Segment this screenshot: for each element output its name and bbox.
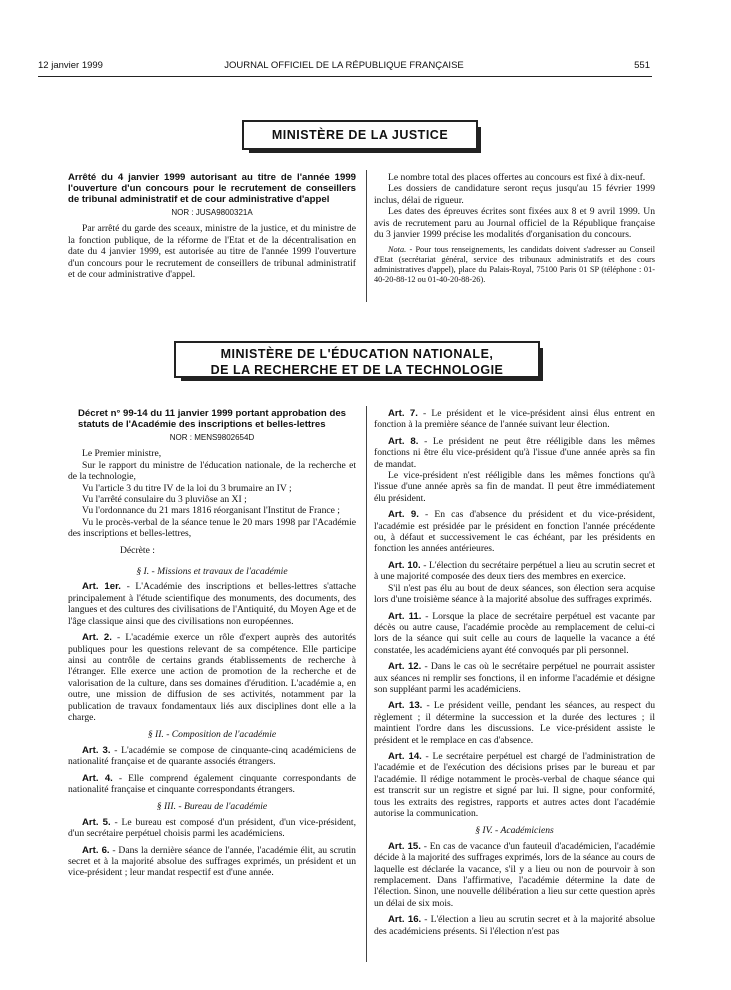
article-8: Art. 8. - Le président ne peut être rééligible dans les mêmes fonctions ni être élu vice-président qu'à l'issue d'une année après sa fin de mandat. xyxy=(374,435,655,470)
intro-line: Le Premier ministre, xyxy=(82,448,162,460)
intro-line: Sur le rapport du ministre de l'éducation nationale, de la recherche et de la technologie, xyxy=(68,459,356,483)
decree-nor: NOR : MENS9802654D xyxy=(169,433,255,442)
ministry-education-heading-line-1: MINISTÈRE DE L'ÉDUCATION NATIONALE, xyxy=(220,347,494,361)
decree-title: Décret n° 99-14 du 11 janvier 1999 portant approbation des statuts de l'Académie des inscriptions et belles-lettres xyxy=(78,408,346,430)
decrete-line: Décrète : xyxy=(120,544,155,556)
section-heading-1: § I. - Missions et travaux de l'académie xyxy=(136,566,288,578)
header-date: 12 janvier 1999 xyxy=(38,60,103,71)
justice-left-column xyxy=(68,172,356,280)
article-15: Art. 15. - En cas de vacance d'un fauteuil d'académicien, l'académie décide à la majorité des suffrages exprimés, lors de la séance au cours de laquelle est déclarée la vacance, s'il y a lieu ou non de pourvoir à son remplacement. Dans l'affirmative, l'académie détermine la date de l'élection. Sinon, une nouvelle délibération a lieu sur cette question après un délai de six mois. xyxy=(374,840,655,909)
header-page-number: 551 xyxy=(634,60,650,71)
article-9: Art. 9. - En cas d'absence du président et du vice-président, l'académie est présidée par le président en fonction l'année précédente ou, à défaut et successivement le cas échéant, par les présidents en fonction les années antérieures. xyxy=(374,509,655,555)
article-12: Art. 12. - Dans le cas où le secrétaire perpétuel ne pourrait assister aux séances ni remplir ses fonctions, il en informe l'académie et désigne son suppléant parmi les académiciens. xyxy=(374,661,655,695)
justice-paragraph-1: Par arrêté du garde des sceaux, ministre de la justice, et du ministre de la fonction publique, de la réforme de l'Etat et de la décentralisation en date du 4 janvier 1999, est autorisée au titre de l'année 1999 l'ouverture d'un concours pour le recrutement de conseillers de tribunal administratif et de cour administrative d'appel. xyxy=(68,223,356,281)
justice-paragraph-2: Le nombre total des places offertes au concours est fixé à dix-neuf. xyxy=(388,172,646,183)
justice-right-column xyxy=(374,172,655,285)
intro-line: Vu l'ordonnance du 21 mars 1816 réorganisant l'Institut de France ; xyxy=(82,505,340,517)
column-divider xyxy=(366,406,367,962)
decree-left-column xyxy=(68,408,356,879)
decree-right-column xyxy=(374,408,655,937)
article-8-paragraph-2: Le vice-président n'est rééligible dans les mêmes fonctions qu'à l'issue d'une année après sa fin de mandat. Il peut être immédiatement élu président. xyxy=(374,470,655,504)
article-4: Art. 4. - Elle comprend également cinquante correspondants de nationalité française et cinquante correspondants étrangers. xyxy=(68,772,356,795)
intro-line: Vu le procès-verbal de la séance tenue le 20 mars 1998 par l'Académie des inscriptions et belles-lettres, xyxy=(68,516,356,540)
article-10: Art. 10. - L'élection du secrétaire perpétuel a lieu au scrutin secret et à une majorité composée des deux tiers des membres en exercice. xyxy=(374,559,655,583)
justice-nor: NOR : JUSA9800321A xyxy=(171,208,253,217)
justice-note: Nota. - Pour tous renseignements, les candidats doivent s'adresser au Conseil d'Etat (secrétariat général, service des tribunaux administratifs et des cours administratives d'appel), place du Palais-Royal, 75100 Paris 01 SP (téléphone : 01-40-20-88-12 ou 01-40-20-88-26). xyxy=(374,245,655,284)
article-6: Art. 6. - Dans la dernière séance de l'année, l'académie élit, au scrutin secret et à la majorité absolue des suffrages exprimés, un président et un vice-président ; leur mandat respectif est d'une année. xyxy=(68,844,356,879)
ministry-education-heading-line-2: DE LA RECHERCHE ET DE LA TECHNOLOGIE xyxy=(210,363,504,377)
ministry-education-box xyxy=(174,341,540,378)
page-header xyxy=(38,60,650,74)
article-1: Art. 1er. - L'Académie des inscriptions et belles-lettres s'attache principalement à l'étude scientifique des monuments, des documents, des langues et des cultures des civilisations de l'Antiquité, du Moyen Age et de l'âge classique ainsi que des civilisations non européennes. xyxy=(68,581,357,627)
article-7: Art. 7. - Le président et le vice-président ainsi élus entrent en fonction à la première séance de l'année suivant leur élection. xyxy=(374,408,655,431)
ministry-justice-box xyxy=(242,120,478,150)
header-rule xyxy=(38,76,652,77)
article-2: Art. 2. - L'académie exerce un rôle d'expert auprès des autorités publiques pour les questions relevant de sa compétence. Elle participe ainsi au contrôle de certains grands établissements de recherche à l'étranger. Elle exerce une action de promotion de la recherche et de valorisation de la culture, dans ses domaines d'érudition. L'académie a, en outre, une mission de diffusion de ses activités, notamment par la publication de travaux fondamentaux liés aux disciplines dont elle a la charge. xyxy=(68,632,356,723)
section-heading-3: § III. - Bureau de l'académie xyxy=(156,801,268,813)
article-3: Art. 3. - L'académie se compose de cinquante-cinq académiciens de nationalité française et de quarante associés étrangers. xyxy=(68,744,356,768)
article-5: Art. 5. - Le bureau est composé d'un président, d'un vice-président, d'un secrétaire perpétuel choisis parmi les académiciens. xyxy=(68,816,356,840)
intro-line: Vu l'arrêté consulaire du 3 pluviôse an XI ; xyxy=(82,494,247,506)
justice-paragraph-4: Les dates des épreuves écrites sont fixées aux 8 et 9 avril 1999. Un avis de recrutement paru au Journal officiel de la République française du 3 janvier 1999 précise les modalités d'organisation du concours. xyxy=(374,206,655,241)
section-heading-2: § II. - Composition de l'académie xyxy=(147,729,277,741)
article-11: Art. 11. - Lorsque la place de secrétaire perpétuel est vacante par décès ou autre cause, l'académie procède au remplacement de celui-ci lors de la séance qui suit celle au cours de laquelle la vacance a été constatée, les académiciens ayant été convoqués par pli personnel. xyxy=(374,610,656,656)
section-heading-4: § IV. - Académiciens xyxy=(475,825,554,837)
article-16: Art. 16. - L'élection a lieu au scrutin secret et à la majorité absolue des académiciens présents. Si l'élection n'est pas xyxy=(374,914,655,937)
article-10-paragraph-2: S'il n'est pas élu au bout de deux séances, son élection sera acquise lors d'une troisième séance à la majorité absolue des suffrages exprimés. xyxy=(374,582,655,606)
justice-arrete-title: Arrêté du 4 janvier 1999 autorisant au titre de l'année 1999 l'ouverture d'un concours pour le recrutement de conseillers de tribunal administratif et de cour administrative d'appel xyxy=(68,172,356,205)
intro-line: Vu l'article 3 du titre IV de la loi du 3 brumaire an IV ; xyxy=(82,482,292,494)
column-divider xyxy=(366,170,367,302)
article-14: Art. 14. - Le secrétaire perpétuel est chargé de l'administration de l'académie et de l'exécution des décisions prises par le bureau et par l'académie. Il rédige notamment le procès-verbal de chaque séance qui est transcrit sur un registre et signé par lui. Il signe, pour conformité, tous les extraits des registres, rapports et autres actes dont l'académie autorise la communication. xyxy=(374,750,655,819)
justice-paragraph-3: Les dossiers de candidature seront reçus jusqu'au 15 février 1999 inclus, délai de rigueur. xyxy=(374,183,655,206)
article-13: Art. 13. - Le président veille, pendant les séances, au respect du règlement ; il détermine la succession et la durée des lectures ; il maintient l'ordre dans les discussions. Le vice-président assiste le président et le remplace en cas d'absence. xyxy=(374,700,655,746)
ministry-justice-heading: MINISTÈRE DE LA JUSTICE xyxy=(271,128,449,142)
header-journal-title: JOURNAL OFFICIEL DE LA RÉPUBLIQUE FRANÇAISE xyxy=(224,60,464,71)
